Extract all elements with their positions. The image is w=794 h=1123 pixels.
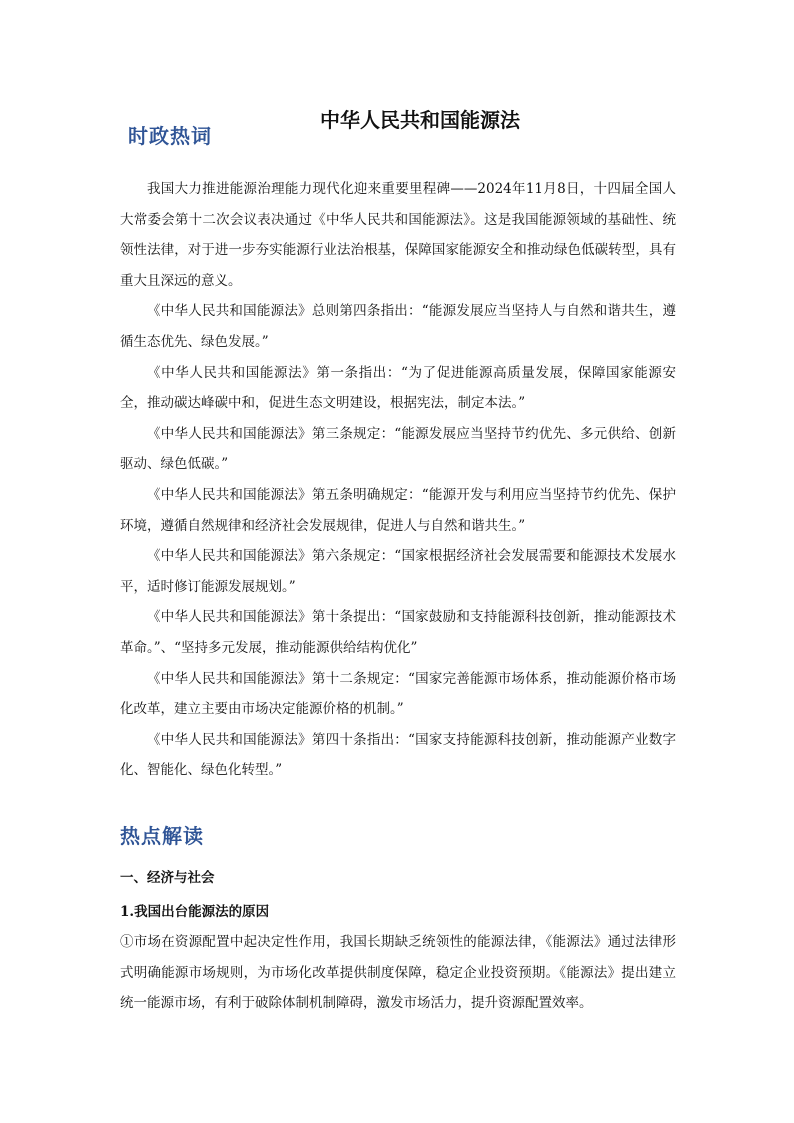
intro-paragraph: 《中华人民共和国能源法》第十条提出：“国家鼓励和支持能源科技创新，推动能源技术革命。”、“坚持多元发展，推动能源供给结构优化” bbox=[120, 609, 676, 656]
analysis-body bbox=[120, 927, 676, 1019]
intro-paragraph: 《中华人民共和国能源法》第五条明确规定：“能源开发与利用应当坚持节约优先、保护环境，遵循自然规律和经济社会发展规律，促进人与自然和谐共生。” bbox=[120, 486, 676, 534]
intro-paragraph: 《中华人民共和国能源法》第六条规定：“国家根据经济社会发展需要和能源技术发展水平，适时修订能源发展规划。” bbox=[120, 548, 676, 595]
intro-body bbox=[120, 174, 676, 786]
subsection-heading: 1.我国出台能源法的原因 bbox=[120, 904, 270, 920]
intro-paragraph: 我国大力推进能源治理能力现代化迎来重要里程碑——2024年11月8日，十四届全国人大常委会第十二次会议表决通过《中华人民共和国能源法》。这是我国能源领域的基础性、统领性法律，对于进一步夯实能源行业法治根基，保障国家能源安全和推动绿色低碳转型，具有重大且深远的意义。 bbox=[120, 181, 676, 289]
intro-paragraph: 《中华人民共和国能源法》第十二条规定：“国家完善能源市场体系，推动能源价格市场化改革，建立主要由市场决定能源价格的机制。” bbox=[120, 670, 676, 718]
intro-paragraph: 《中华人民共和国能源法》第四十条指出：“国家支持能源科技创新，推动能源产业数字化、智能化、绿色化转型。” bbox=[120, 731, 676, 779]
analysis-heading: 热点解读 bbox=[120, 824, 204, 848]
section-heading: 一、经济与社会 bbox=[120, 870, 215, 886]
intro-paragraph: 《中华人民共和国能源法》第一条指出：“为了促进能源高质量发展，保障国家能源安全，推动碳达峰碳中和，促进生态文明建设，根据宪法，制定本法。” bbox=[120, 364, 676, 412]
analysis-paragraph: ①市场在资源配置中起决定性作用，我国长期缺乏统领性的能源法律，《能源法》通过法律形式明确能源市场规则，为市场化改革提供制度保障，稳定企业投资预期。《能源法》提出建立统一能源市场，有利于破除体制机制障碍，激发市场活力，提升资源配置效率。 bbox=[120, 934, 676, 1012]
section-tag-heading: 时政热词 bbox=[128, 124, 212, 148]
intro-paragraph: 《中华人民共和国能源法》第三条规定：“能源发展应当坚持节约优先、多元供给、创新驱动、绿色低碳。” bbox=[120, 425, 676, 473]
intro-paragraph: 《中华人民共和国能源法》总则第四条指出：“能源发展应当坚持人与自然和谐共生，遵循生态优先、绿色发展。” bbox=[120, 303, 676, 350]
document-title: 中华人民共和国能源法 bbox=[320, 108, 520, 132]
